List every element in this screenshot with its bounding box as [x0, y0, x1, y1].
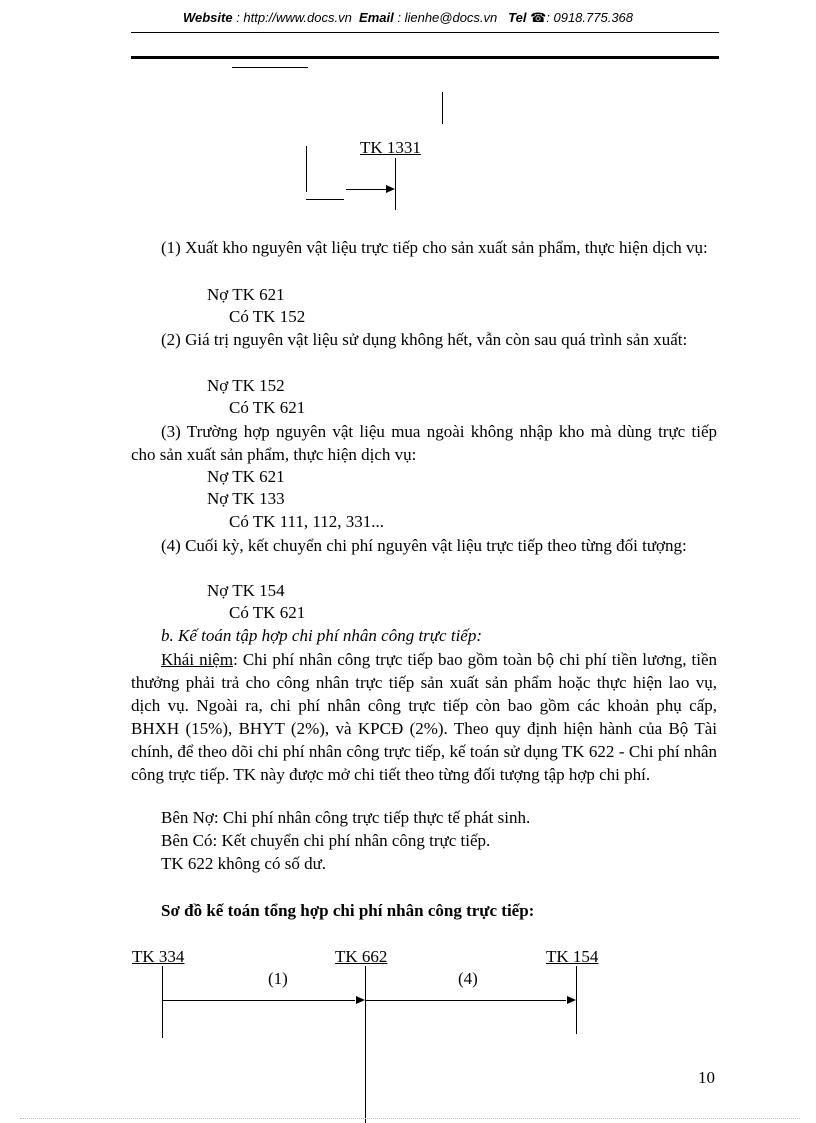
- tel-label: Tel: [508, 10, 527, 25]
- entry-3-debit-133: Nợ TK 133: [207, 489, 285, 508]
- section-b-heading: b. Kế toán tập hợp chi phí nhân công trực tiếp:: [161, 626, 482, 645]
- no-balance-text: TK 622 không có số dư.: [161, 854, 327, 873]
- diagram-vline-tk1331: [395, 158, 396, 210]
- entry-4-credit: Có TK 621: [229, 603, 306, 622]
- entry-4-debit: Nợ TK 154: [207, 581, 285, 600]
- flow-1-label: (1): [268, 969, 288, 988]
- credit-side-text: Bên Có: Kết chuyển chi phí nhân công trực tiếp.: [161, 831, 491, 850]
- account-tk154-label: TK 154: [546, 947, 599, 966]
- entry-3-description: (3) Trường hợp nguyên vật liệu mua ngoài không nhập kho mà dùng trực tiếp cho sản xuất sản phẩm, thực hiện dịch vụ:: [131, 422, 717, 464]
- diagram-arrow-line: [346, 189, 386, 190]
- page-header: [0, 10, 816, 26]
- header-divider-thin: [131, 32, 719, 33]
- tk154-vline: [576, 966, 577, 1034]
- entry-1-debit: Nợ TK 621: [207, 285, 285, 304]
- entry-1-credit: Có TK 152: [229, 307, 306, 326]
- email-value[interactable]: : lienhe@docs.vn: [397, 10, 498, 25]
- header-divider-thick: [131, 56, 719, 59]
- entry-3-credit: Có TK 111, 112, 331...: [229, 512, 385, 531]
- diagram-arrow-head: [386, 185, 395, 193]
- diagram-vline-upper: [442, 92, 443, 124]
- tel-value: : 0918.775.368: [546, 10, 634, 25]
- concept-text: : Chi phí nhân công trực tiếp bao gồm toàn bộ chi phí tiền lương, tiền thưởng phải trả cho công nhân trực tiếp sản xuất sản phẩm hoặc thực hiện lao vụ, dịch vụ. Ngoài ra, chi phí nhân công trực tiếp còn bao gồm các khoản phụ cấp, BHXH (15%), BHYT (2%), và KPCĐ (2%). Theo quy định hiện hành của Bộ Tài chính, để theo dõi chi phí nhân công trực tiếp, kế toán sử dụng TK 622 - Chi phí nhân công trực tiếp. TK này được mở chi tiết theo từng đối tượng tập hợp chi phí.: [131, 650, 717, 784]
- entry-4-description: (4) Cuối kỳ, kết chuyển chi phí nguyên vật liệu trực tiếp theo từng đối tượng:: [161, 536, 687, 555]
- diagram-line-top: [232, 67, 308, 68]
- entry-1-description: (1) Xuất kho nguyên vật liệu trực tiếp cho sản xuất sản phẩm, thực hiện dịch vụ:: [161, 238, 708, 257]
- diagram-vline-left: [306, 146, 307, 192]
- entry-2-description: (2) Giá trị nguyên vật liệu sử dụng không hết, vẫn còn sau quá trình sản xuất:: [161, 330, 688, 349]
- diagram-title: Sơ đồ kế toán tổng hợp chi phí nhân công trực tiếp:: [161, 901, 535, 920]
- page-number: 10: [698, 1068, 715, 1087]
- entry-3-debit-621: Nợ TK 621: [207, 467, 285, 486]
- debit-side-text: Bên Nợ: Chi phí nhân công trực tiếp thực tế phát sinh.: [161, 808, 531, 827]
- tk334-vline: [162, 966, 163, 1038]
- website-label: Website: [182, 10, 233, 25]
- arrow-4-head: [567, 996, 576, 1004]
- phone-icon: ☎: [530, 10, 547, 25]
- page-bottom-border: [20, 1118, 800, 1119]
- account-tk1331-label: TK 1331: [360, 138, 421, 157]
- arrow-1-line: [162, 1000, 355, 1001]
- account-tk662-label: TK 662: [335, 947, 388, 966]
- diagram-bottom-stub: [306, 199, 344, 200]
- concept-paragraph: [131, 648, 717, 786]
- arrow-1-head: [356, 996, 365, 1004]
- flow-4-label: (4): [458, 969, 478, 988]
- entry-2-debit: Nợ TK 152: [207, 376, 285, 395]
- arrow-4-line: [365, 1000, 566, 1001]
- website-value[interactable]: : http://www.docs.vn: [236, 10, 352, 25]
- tk662-vline: [365, 966, 366, 1123]
- entry-2-credit: Có TK 621: [229, 398, 306, 417]
- account-tk334-label: TK 334: [132, 947, 185, 966]
- email-label: Email: [359, 10, 394, 25]
- concept-label: Khái niệm: [161, 650, 234, 669]
